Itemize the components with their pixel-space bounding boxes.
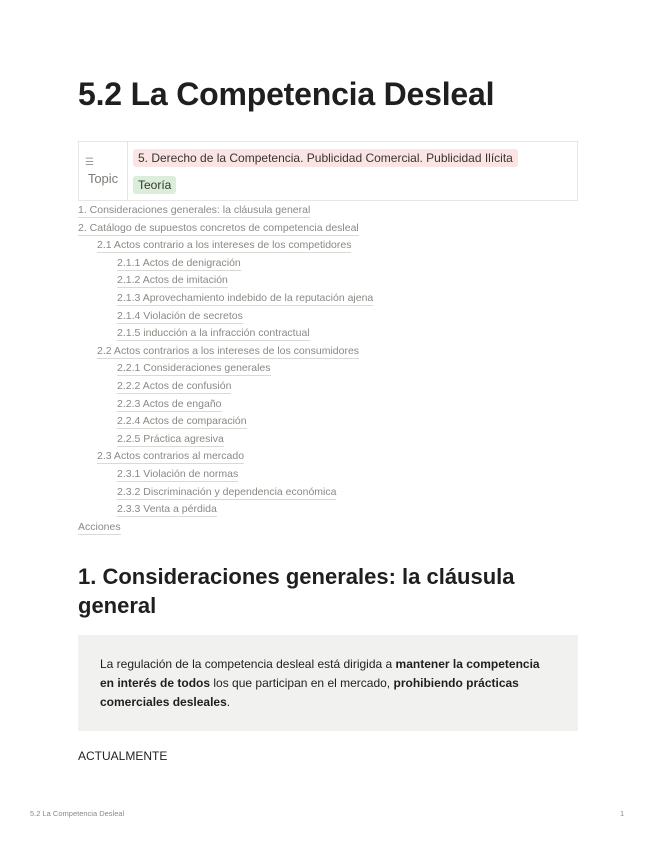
toc-link[interactable]: 2.2.3 Actos de engaño (117, 397, 222, 410)
toc-link[interactable]: 1. Consideraciones generales: la cláusula general (78, 204, 311, 216)
callout-text: La regulación de la competencia desleal está dirigida a (100, 657, 396, 671)
section-heading: 1. Consideraciones generales: la cláusula general (78, 564, 515, 618)
toc-link[interactable]: 2.1 Actos contrario a los intereses de los competidores (97, 239, 352, 252)
callout-block (78, 635, 578, 731)
toc-link[interactable]: 2. Catálogo de supuestos concretos de competencia desleal (78, 221, 359, 234)
callout-text: los que participan en el mercado, (210, 676, 394, 690)
topic-label: Topic (87, 171, 119, 186)
toc-link[interactable]: 2.2.1 Consideraciones generales (117, 362, 271, 375)
toc-link[interactable]: 2.1.3 Aprovechamiento indebido de la reputación ajena (117, 292, 374, 304)
footer-doc-title: 5.2 La Competencia Desleal (30, 809, 125, 818)
toc-link[interactable]: 2.3.1 Violación de normas (117, 468, 239, 480)
toc-link[interactable]: 2.1.4 Violación de secretos (117, 309, 243, 322)
toc-link[interactable]: 2.2 Actos contrarios a los intereses de los consumidores (97, 344, 360, 357)
toc-link[interactable]: 2.2.5 Práctica agresiva (117, 432, 224, 445)
callout-bold: mantener la competencia en interés de todos (100, 657, 540, 690)
toc-link[interactable]: 2.2.2 Actos de confusión (117, 380, 232, 392)
topic-tag-teoria[interactable]: Teoría (133, 176, 176, 194)
toc-link[interactable]: Acciones (78, 520, 121, 533)
toc-link[interactable]: 2.3 Actos contrarios al mercado (97, 450, 245, 463)
toc-link[interactable]: 2.1.5 inducción a la infracción contractual (117, 327, 310, 340)
properties-table (78, 141, 578, 201)
toc-link[interactable]: 2.2.4 Actos de comparación (117, 415, 247, 428)
toc-link[interactable]: 2.1.2 Actos de imitación (117, 274, 228, 287)
toc-link[interactable]: 2.1.1 Actos de denigración (117, 256, 241, 269)
toc-link[interactable]: 2.3.2 Discriminación y dependencia económica (117, 485, 337, 498)
page-title: 5.2 La Competencia Desleal (78, 76, 495, 112)
callout-bold: prohibiendo prácticas comerciales desleales (100, 676, 519, 709)
topic-tag-derecho[interactable]: 5. Derecho de la Competencia. Publicidad Comercial. Publicidad Ilícita (133, 149, 518, 167)
callout-text: . (226, 695, 231, 709)
paragraph: ACTUALMENTE (78, 749, 168, 763)
footer-page-number: 1 (620, 809, 625, 818)
toc-link[interactable]: 2.3.3 Venta a pérdida (117, 503, 217, 516)
list-icon: ☰ (85, 157, 94, 168)
topic-property-key (79, 142, 128, 200)
